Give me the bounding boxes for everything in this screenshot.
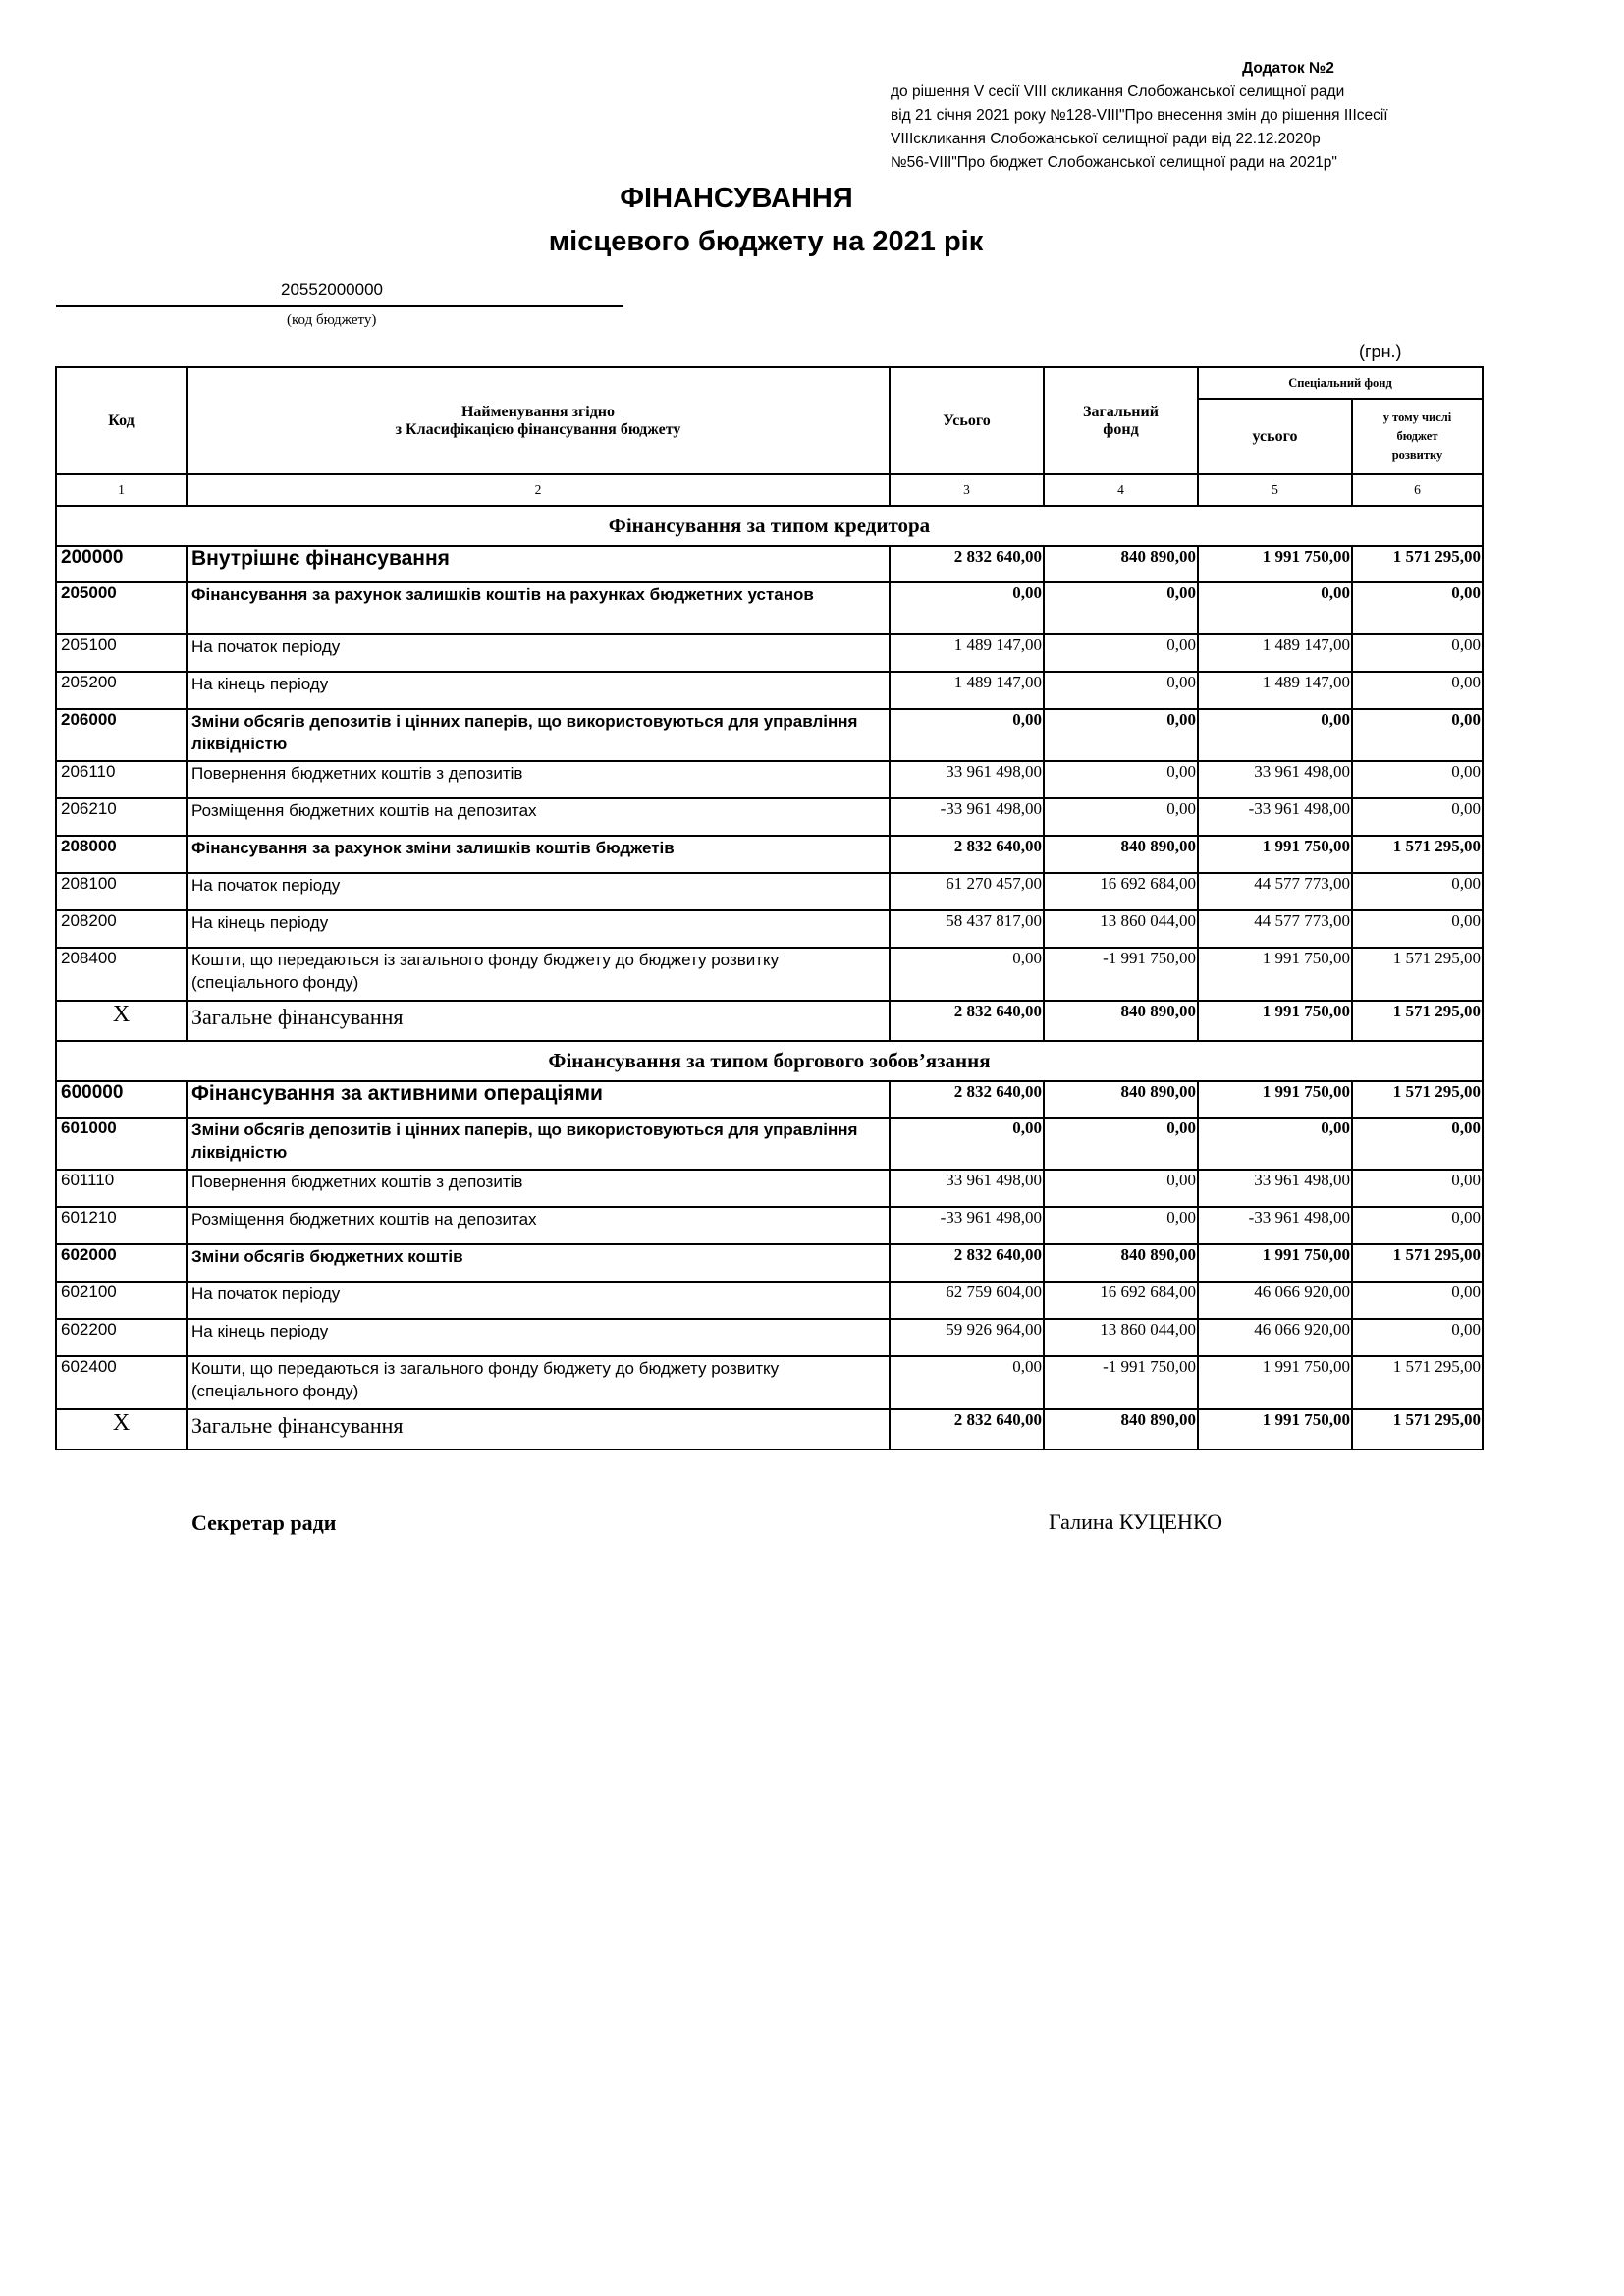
row-general: 0,00 bbox=[1044, 672, 1198, 709]
row-general: 0,00 bbox=[1044, 761, 1198, 798]
row-name: На кінець періоду bbox=[187, 1319, 890, 1356]
row-name: Зміни обсягів депозитів і цінних паперів, що використовуються для управління ліквідністю bbox=[187, 709, 890, 761]
table-row-total bbox=[56, 1001, 1483, 1041]
header-dev-line1: у тому числі bbox=[1382, 410, 1452, 424]
header-name bbox=[187, 367, 890, 474]
row-code: 208400 bbox=[56, 948, 187, 1001]
row-name: Фінансування за рахунок залишків коштів на рахунках бюджетних установ bbox=[187, 582, 890, 634]
row-special: 33 961 498,00 bbox=[1198, 761, 1352, 798]
row-special: 44 577 773,00 bbox=[1198, 873, 1352, 910]
currency-unit: (грн.) bbox=[1359, 342, 1402, 361]
row-total: 2 832 640,00 bbox=[890, 546, 1044, 582]
row-total: 59 926 964,00 bbox=[890, 1319, 1044, 1356]
row-development: 1 571 295,00 bbox=[1352, 1356, 1483, 1409]
table-row bbox=[56, 1207, 1483, 1244]
row-special: 1 991 750,00 bbox=[1198, 546, 1352, 582]
addendum-title: Додаток №2 bbox=[1242, 60, 1334, 77]
row-code: 601110 bbox=[56, 1170, 187, 1207]
budget-code: 20552000000 bbox=[281, 280, 384, 299]
row-general: 840 890,00 bbox=[1044, 546, 1198, 582]
column-number: 4 bbox=[1044, 474, 1198, 506]
addendum-line: VIIIскликання Слобожанської селищної ради від 22.12.2020р bbox=[891, 131, 1321, 147]
row-total: -33 961 498,00 bbox=[890, 798, 1044, 836]
row-special: 46 066 920,00 bbox=[1198, 1319, 1352, 1356]
table-row bbox=[56, 634, 1483, 672]
row-general: 0,00 bbox=[1044, 798, 1198, 836]
row-name: Кошти, що передаються із загального фонду бюджету до бюджету розвитку (спеціального фонду) bbox=[187, 948, 890, 1001]
table-row bbox=[56, 1282, 1483, 1319]
row-code: 602400 bbox=[56, 1356, 187, 1409]
row-code: 208000 bbox=[56, 836, 187, 873]
table-row bbox=[56, 709, 1483, 761]
column-number: 2 bbox=[187, 474, 890, 506]
row-special: 1 991 750,00 bbox=[1198, 1001, 1352, 1041]
row-development: 0,00 bbox=[1352, 634, 1483, 672]
row-general: -1 991 750,00 bbox=[1044, 1356, 1198, 1409]
row-development: 0,00 bbox=[1352, 1170, 1483, 1207]
row-development: 0,00 bbox=[1352, 582, 1483, 634]
row-total: 0,00 bbox=[890, 948, 1044, 1001]
header-special-total: усього bbox=[1198, 399, 1352, 474]
row-development: 0,00 bbox=[1352, 873, 1483, 910]
row-total: 1 489 147,00 bbox=[890, 672, 1044, 709]
row-total: -33 961 498,00 bbox=[890, 1207, 1044, 1244]
row-code: 602100 bbox=[56, 1282, 187, 1319]
row-development: 1 571 295,00 bbox=[1352, 948, 1483, 1001]
row-general: 0,00 bbox=[1044, 1170, 1198, 1207]
row-special: 1 991 750,00 bbox=[1198, 1244, 1352, 1282]
row-special: 1 489 147,00 bbox=[1198, 634, 1352, 672]
row-special: 0,00 bbox=[1198, 709, 1352, 761]
document-title: ФІНАНСУВАННЯ bbox=[620, 183, 853, 214]
row-development: 1 571 295,00 bbox=[1352, 546, 1483, 582]
row-total: 33 961 498,00 bbox=[890, 761, 1044, 798]
row-special: -33 961 498,00 bbox=[1198, 798, 1352, 836]
addendum-line: від 21 січня 2021 року №128-VIII"Про внесення змін до рішення IIIсесії bbox=[891, 107, 1388, 124]
table-row bbox=[56, 836, 1483, 873]
row-general: 840 890,00 bbox=[1044, 1081, 1198, 1118]
table-row bbox=[56, 1356, 1483, 1409]
row-general: 13 860 044,00 bbox=[1044, 1319, 1198, 1356]
row-development: 0,00 bbox=[1352, 1207, 1483, 1244]
row-name: Повернення бюджетних коштів з депозитів bbox=[187, 1170, 890, 1207]
row-general: 13 860 044,00 bbox=[1044, 910, 1198, 948]
row-general: 840 890,00 bbox=[1044, 1409, 1198, 1449]
section-title: Фінансування за типом боргового зобов’язання bbox=[56, 1041, 1483, 1081]
row-general: 840 890,00 bbox=[1044, 836, 1198, 873]
column-number: 3 bbox=[890, 474, 1044, 506]
row-name: Фінансування за активними операціями bbox=[187, 1081, 890, 1118]
row-development: 1 571 295,00 bbox=[1352, 836, 1483, 873]
row-general: -1 991 750,00 bbox=[1044, 948, 1198, 1001]
table-row bbox=[56, 948, 1483, 1001]
addendum-line: №56-VIII"Про бюджет Слобожанської селищної ради на 2021р" bbox=[891, 154, 1337, 171]
row-development: 1 571 295,00 bbox=[1352, 1409, 1483, 1449]
table-row bbox=[56, 1319, 1483, 1356]
row-special: 0,00 bbox=[1198, 1118, 1352, 1170]
row-name: Кошти, що передаються із загального фонду бюджету до бюджету розвитку (спеціального фонду) bbox=[187, 1356, 890, 1409]
row-development: 1 571 295,00 bbox=[1352, 1244, 1483, 1282]
row-name: Загальне фінансування bbox=[187, 1409, 890, 1449]
row-name: Розміщення бюджетних коштів на депозитах bbox=[187, 798, 890, 836]
row-development: 1 571 295,00 bbox=[1352, 1001, 1483, 1041]
row-development: 0,00 bbox=[1352, 1319, 1483, 1356]
row-total: 58 437 817,00 bbox=[890, 910, 1044, 948]
row-total: 0,00 bbox=[890, 709, 1044, 761]
table-row bbox=[56, 1244, 1483, 1282]
header-general-line1: Загальний bbox=[1083, 403, 1159, 420]
row-total: 1 489 147,00 bbox=[890, 634, 1044, 672]
row-code: 205100 bbox=[56, 634, 187, 672]
row-development: 0,00 bbox=[1352, 672, 1483, 709]
row-special: 1 991 750,00 bbox=[1198, 1081, 1352, 1118]
addendum-block bbox=[891, 57, 1597, 175]
row-special: 1 991 750,00 bbox=[1198, 1409, 1352, 1449]
row-total: 0,00 bbox=[890, 582, 1044, 634]
row-special: 1 991 750,00 bbox=[1198, 948, 1352, 1001]
table-row bbox=[56, 798, 1483, 836]
row-code: 600000 bbox=[56, 1081, 187, 1118]
row-development: 0,00 bbox=[1352, 798, 1483, 836]
row-code: X bbox=[56, 1001, 187, 1041]
row-general: 16 692 684,00 bbox=[1044, 1282, 1198, 1319]
row-name: Повернення бюджетних коштів з депозитів bbox=[187, 761, 890, 798]
row-general: 0,00 bbox=[1044, 709, 1198, 761]
table-row bbox=[56, 1118, 1483, 1170]
column-number: 6 bbox=[1352, 474, 1483, 506]
row-name: На початок періоду bbox=[187, 634, 890, 672]
header-dev-line2: бюджет bbox=[1396, 429, 1438, 443]
column-number: 1 bbox=[56, 474, 187, 506]
row-development: 0,00 bbox=[1352, 1118, 1483, 1170]
row-special: 1 991 750,00 bbox=[1198, 836, 1352, 873]
row-code: 601000 bbox=[56, 1118, 187, 1170]
row-code: 208100 bbox=[56, 873, 187, 910]
table-row bbox=[56, 873, 1483, 910]
row-general: 0,00 bbox=[1044, 1118, 1198, 1170]
row-code: 601210 bbox=[56, 1207, 187, 1244]
header-dev-line3: розвитку bbox=[1391, 448, 1443, 462]
row-code: 602200 bbox=[56, 1319, 187, 1356]
signature-role: Секретар ради bbox=[191, 1510, 337, 1535]
header-general-fund bbox=[1044, 367, 1198, 474]
row-code: 206000 bbox=[56, 709, 187, 761]
row-name: Зміни обсягів бюджетних коштів bbox=[187, 1244, 890, 1282]
addendum-line: до рішення V сесії VIII скликання Слобожанської селищної ради bbox=[891, 83, 1345, 100]
row-special: 1 991 750,00 bbox=[1198, 1356, 1352, 1409]
row-general: 0,00 bbox=[1044, 582, 1198, 634]
row-name: Внутрішнє фінансування bbox=[187, 546, 890, 582]
financing-table bbox=[55, 366, 1484, 1450]
table-row bbox=[56, 546, 1483, 582]
row-name: Розміщення бюджетних коштів на депозитах bbox=[187, 1207, 890, 1244]
row-name: На початок періоду bbox=[187, 873, 890, 910]
table-row bbox=[56, 582, 1483, 634]
header-special-development bbox=[1352, 399, 1483, 474]
header-code: Код bbox=[56, 367, 187, 474]
row-total: 2 832 640,00 bbox=[890, 1081, 1044, 1118]
row-name: Загальне фінансування bbox=[187, 1001, 890, 1041]
row-special: -33 961 498,00 bbox=[1198, 1207, 1352, 1244]
table-row bbox=[56, 1081, 1483, 1118]
row-development: 0,00 bbox=[1352, 709, 1483, 761]
section-title: Фінансування за типом кредитора bbox=[56, 506, 1483, 546]
row-development: 1 571 295,00 bbox=[1352, 1081, 1483, 1118]
column-number: 5 bbox=[1198, 474, 1352, 506]
header-special-fund: Спеціальний фонд bbox=[1198, 367, 1483, 399]
row-total: 2 832 640,00 bbox=[890, 1001, 1044, 1041]
row-name: Зміни обсягів депозитів і цінних паперів, що використовуються для управління ліквідністю bbox=[187, 1118, 890, 1170]
header-general-line2: фонд bbox=[1103, 420, 1139, 438]
row-total: 61 270 457,00 bbox=[890, 873, 1044, 910]
row-code: X bbox=[56, 1409, 187, 1449]
row-code: 206210 bbox=[56, 798, 187, 836]
document-subtitle: місцевого бюджету на 2021 рік bbox=[548, 226, 984, 257]
table-row bbox=[56, 761, 1483, 798]
row-development: 0,00 bbox=[1352, 910, 1483, 948]
header-name-line1: Найменування згідно bbox=[460, 403, 616, 420]
row-name: Фінансування за рахунок зміни залишків коштів бюджетів bbox=[187, 836, 890, 873]
row-general: 0,00 bbox=[1044, 1207, 1198, 1244]
row-total: 0,00 bbox=[890, 1356, 1044, 1409]
header-name-line2: з Класифікацією фінансування бюджету bbox=[395, 420, 681, 438]
row-name: На кінець періоду bbox=[187, 910, 890, 948]
row-code: 602000 bbox=[56, 1244, 187, 1282]
row-general: 840 890,00 bbox=[1044, 1001, 1198, 1041]
row-total: 2 832 640,00 bbox=[890, 836, 1044, 873]
row-special: 44 577 773,00 bbox=[1198, 910, 1352, 948]
row-total: 33 961 498,00 bbox=[890, 1170, 1044, 1207]
row-total: 62 759 604,00 bbox=[890, 1282, 1044, 1319]
row-total: 2 832 640,00 bbox=[890, 1244, 1044, 1282]
row-code: 208200 bbox=[56, 910, 187, 948]
table-row-total bbox=[56, 1409, 1483, 1449]
row-code: 205200 bbox=[56, 672, 187, 709]
table-row bbox=[56, 910, 1483, 948]
row-total: 2 832 640,00 bbox=[890, 1409, 1044, 1449]
signature-name: Галина КУЦЕНКО bbox=[1049, 1509, 1222, 1534]
header-total: Усього bbox=[890, 367, 1044, 474]
row-general: 0,00 bbox=[1044, 634, 1198, 672]
row-code: 200000 bbox=[56, 546, 187, 582]
row-development: 0,00 bbox=[1352, 1282, 1483, 1319]
row-special: 46 066 920,00 bbox=[1198, 1282, 1352, 1319]
budget-code-caption: (код бюджету) bbox=[287, 312, 377, 328]
row-general: 16 692 684,00 bbox=[1044, 873, 1198, 910]
row-special: 33 961 498,00 bbox=[1198, 1170, 1352, 1207]
row-total: 0,00 bbox=[890, 1118, 1044, 1170]
budget-code-underline bbox=[56, 305, 623, 307]
table-row bbox=[56, 672, 1483, 709]
row-name: На початок періоду bbox=[187, 1282, 890, 1319]
row-special: 0,00 bbox=[1198, 582, 1352, 634]
table-row bbox=[56, 1170, 1483, 1207]
row-code: 205000 bbox=[56, 582, 187, 634]
row-special: 1 489 147,00 bbox=[1198, 672, 1352, 709]
row-general: 840 890,00 bbox=[1044, 1244, 1198, 1282]
row-name: На кінець періоду bbox=[187, 672, 890, 709]
row-development: 0,00 bbox=[1352, 761, 1483, 798]
row-code: 206110 bbox=[56, 761, 187, 798]
